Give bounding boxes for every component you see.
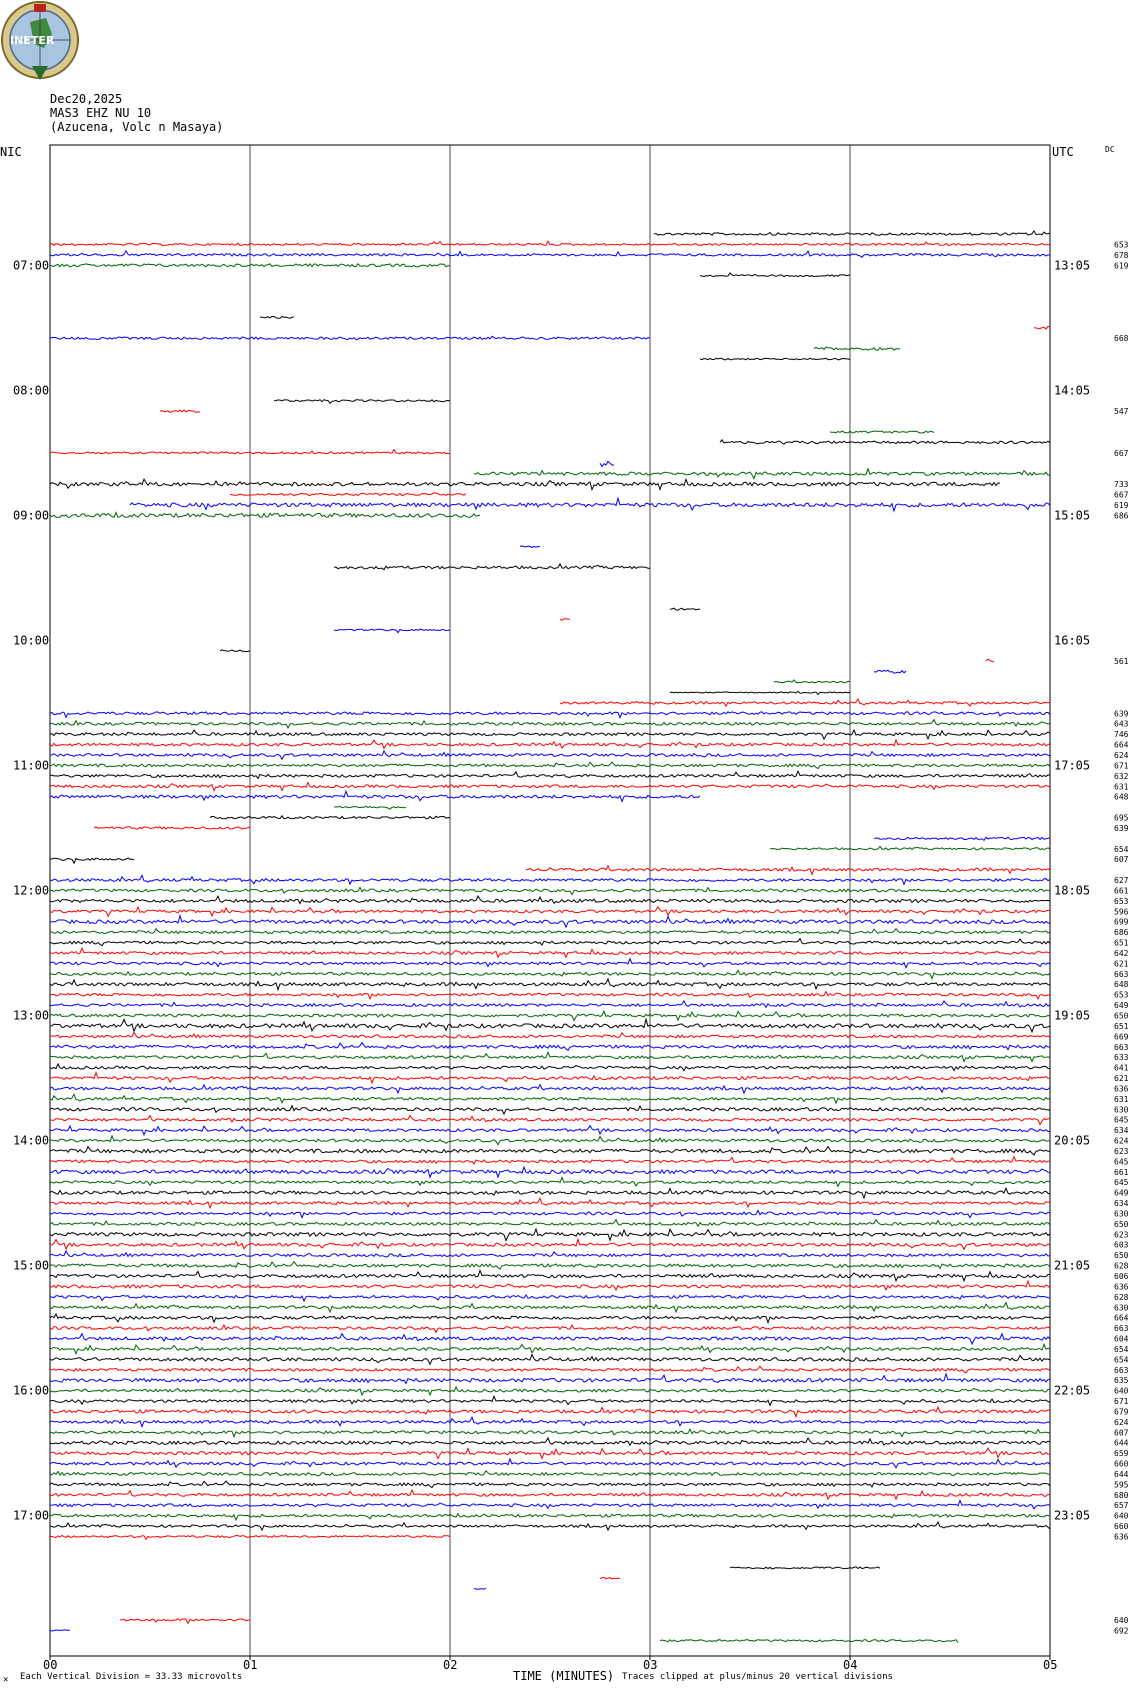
seismic-trace bbox=[50, 1417, 1050, 1426]
seismic-trace bbox=[50, 959, 1050, 968]
dc-value: 619 bbox=[1114, 261, 1129, 271]
utc-hour-label: 14:05 bbox=[1054, 383, 1091, 398]
seismic-trace bbox=[670, 608, 700, 610]
dc-value: 671 bbox=[1114, 1397, 1129, 1407]
dc-value: 623 bbox=[1114, 1146, 1129, 1156]
dc-value: 641 bbox=[1114, 1063, 1129, 1073]
dc-value: 607 bbox=[1114, 1428, 1129, 1438]
seismic-trace bbox=[50, 771, 1050, 778]
seismic-trace bbox=[50, 979, 1050, 990]
dc-value: 653 bbox=[1114, 240, 1129, 250]
dc-value: 645 bbox=[1114, 1115, 1129, 1125]
seismic-trace bbox=[50, 1085, 1050, 1094]
seismic-trace bbox=[50, 1094, 1050, 1103]
seismic-trace bbox=[50, 1281, 1050, 1290]
nic-hour-label: 14:00 bbox=[13, 1133, 50, 1148]
seismic-trace bbox=[50, 939, 1050, 946]
seismic-trace bbox=[50, 1032, 1050, 1038]
dc-value: 607 bbox=[1114, 855, 1129, 865]
footer-clip: Traces clipped at plus/minus 20 vertical divisions bbox=[622, 1672, 893, 1682]
seismic-trace bbox=[50, 1630, 70, 1631]
seismic-trace bbox=[50, 1314, 1050, 1323]
dc-value: 631 bbox=[1114, 1094, 1129, 1104]
dc-value: 627 bbox=[1114, 876, 1129, 886]
dc-value: 663 bbox=[1114, 969, 1129, 979]
dc-value: 667 bbox=[1114, 448, 1129, 458]
utc-hour-label: 19:05 bbox=[1054, 1008, 1091, 1023]
dc-value: 561 bbox=[1114, 657, 1129, 667]
seismic-trace bbox=[50, 1490, 1050, 1499]
seismic-trace bbox=[526, 866, 1050, 875]
nic-hour-label: 08:00 bbox=[13, 383, 50, 398]
channel-label: MAS3 EHZ NU 10 bbox=[50, 106, 152, 120]
seismic-trace bbox=[50, 1198, 1050, 1207]
x-tick-label: 04 bbox=[843, 1658, 858, 1672]
seismic-trace bbox=[50, 1136, 1050, 1145]
nic-hour-label: 11:00 bbox=[13, 758, 50, 773]
seismic-trace bbox=[50, 1344, 1050, 1353]
seismic-trace bbox=[814, 347, 900, 350]
seismic-trace bbox=[50, 1271, 1050, 1281]
seismic-trace bbox=[274, 400, 450, 404]
seismic-trace bbox=[50, 1459, 1050, 1468]
dc-value: 651 bbox=[1114, 938, 1129, 948]
seismic-trace bbox=[560, 699, 1050, 706]
utc-time-labels bbox=[1054, 258, 1090, 1522]
seismic-trace bbox=[50, 740, 1050, 749]
dc-value: 639 bbox=[1114, 709, 1129, 719]
seismic-trace bbox=[50, 1407, 1050, 1417]
seismic-trace bbox=[50, 858, 134, 863]
dc-value: 623 bbox=[1114, 1230, 1129, 1240]
utc-hour-label: 20:05 bbox=[1054, 1133, 1091, 1148]
seismic-trace bbox=[50, 1366, 1050, 1373]
seismic-trace bbox=[50, 1229, 1050, 1241]
seismic-trace bbox=[50, 1438, 1050, 1445]
utc-hour-label: 22:05 bbox=[1054, 1383, 1091, 1398]
dc-value: 654 bbox=[1114, 1344, 1129, 1354]
dc-value: 663 bbox=[1114, 1042, 1129, 1052]
seismic-trace bbox=[210, 816, 450, 819]
dc-value: 661 bbox=[1114, 886, 1129, 896]
nic-label: NIC bbox=[0, 145, 22, 159]
seismic-trace bbox=[50, 751, 1050, 759]
seismic-trace bbox=[50, 1471, 1050, 1476]
seismic-trace bbox=[50, 1210, 1050, 1217]
seismic-trace bbox=[50, 1106, 1050, 1114]
dc-value: 651 bbox=[1114, 1021, 1129, 1031]
seismic-trace bbox=[50, 875, 1050, 884]
seismic-trace bbox=[50, 479, 1000, 490]
utc-hour-label: 17:05 bbox=[1054, 758, 1091, 773]
seismic-trace bbox=[50, 1001, 1050, 1007]
seismic-trace bbox=[1034, 326, 1050, 329]
seismic-trace bbox=[50, 241, 1050, 245]
dc-value: 630 bbox=[1114, 1209, 1129, 1219]
seismic-trace bbox=[50, 791, 700, 801]
seismic-trace bbox=[160, 410, 200, 412]
dc-value: 654 bbox=[1114, 844, 1129, 854]
utc-label: UTC bbox=[1052, 145, 1074, 159]
seismic-trace bbox=[50, 907, 1050, 916]
x-tick-label: 05 bbox=[1043, 1658, 1058, 1672]
seismic-trace bbox=[730, 1567, 880, 1569]
seismic-trace bbox=[50, 336, 650, 339]
x-axis-label: TIME (MINUTES) bbox=[513, 1669, 615, 1683]
dc-value: 640 bbox=[1114, 1615, 1129, 1625]
footer-mark-icon: ✕ bbox=[3, 1675, 9, 1685]
dc-value: 649 bbox=[1114, 1188, 1129, 1198]
dc-value: 634 bbox=[1114, 1199, 1129, 1209]
seismic-trace bbox=[334, 564, 650, 570]
dc-value: 692 bbox=[1114, 1626, 1129, 1636]
seismic-trace bbox=[94, 827, 250, 829]
seismic-trace bbox=[50, 887, 1050, 894]
seismic-trace bbox=[50, 1262, 1050, 1270]
seismic-trace bbox=[830, 431, 934, 433]
dc-value: 733 bbox=[1114, 480, 1129, 490]
dc-value: 630 bbox=[1114, 1303, 1129, 1313]
seismic-trace bbox=[50, 948, 1050, 957]
seismic-trace bbox=[50, 1220, 1050, 1227]
seismic-trace bbox=[50, 1167, 1050, 1177]
logo-text: INETER bbox=[10, 34, 55, 47]
seismic-trace bbox=[260, 316, 294, 318]
dc-header: DC bbox=[1105, 145, 1115, 154]
seismic-trace bbox=[720, 440, 1050, 444]
dc-value: 650 bbox=[1114, 1011, 1129, 1021]
seismic-trace bbox=[50, 1043, 1050, 1051]
seismic-trace bbox=[654, 231, 1050, 235]
seismic-trace bbox=[50, 1251, 1050, 1257]
seismic-trace bbox=[334, 806, 406, 809]
dc-value: 664 bbox=[1114, 1313, 1129, 1323]
dc-value: 648 bbox=[1114, 980, 1129, 990]
dc-value: 661 bbox=[1114, 1167, 1129, 1177]
x-tick-label: 01 bbox=[243, 1658, 258, 1672]
dc-value: 663 bbox=[1114, 1324, 1129, 1334]
dc-value: 619 bbox=[1114, 500, 1129, 510]
dc-value: 644 bbox=[1114, 1469, 1129, 1479]
seismic-trace bbox=[700, 358, 850, 360]
seismic-trace bbox=[50, 1052, 1050, 1061]
dc-value: 660 bbox=[1114, 1459, 1129, 1469]
dc-value: 631 bbox=[1114, 782, 1129, 792]
dc-value: 621 bbox=[1114, 959, 1129, 969]
seismic-trace bbox=[50, 762, 1050, 769]
seismic-trace bbox=[50, 970, 1050, 978]
seismic-trace bbox=[130, 498, 1050, 511]
seismic-trace bbox=[50, 1188, 1050, 1198]
seismic-trace bbox=[50, 916, 1050, 927]
dc-value: 624 bbox=[1114, 1136, 1129, 1146]
dc-value: 547 bbox=[1114, 407, 1129, 417]
seismic-trace bbox=[874, 670, 906, 673]
seismic-trace bbox=[520, 546, 540, 548]
dc-value: 635 bbox=[1114, 1376, 1129, 1386]
dc-value: 644 bbox=[1114, 1438, 1129, 1448]
dc-value: 680 bbox=[1114, 1490, 1129, 1500]
seismic-trace bbox=[660, 1640, 958, 1643]
seismic-trace bbox=[50, 1126, 1050, 1135]
dc-value: 650 bbox=[1114, 1251, 1129, 1261]
dc-value: 650 bbox=[1114, 1219, 1129, 1229]
seismic-trace bbox=[120, 1619, 250, 1624]
seismic-trace bbox=[50, 896, 1050, 903]
dc-value: 659 bbox=[1114, 1449, 1129, 1459]
seismic-trace bbox=[50, 929, 1050, 934]
seismic-trace bbox=[50, 730, 1050, 739]
dc-offset-labels bbox=[1114, 240, 1129, 1635]
dc-value: 632 bbox=[1114, 771, 1129, 781]
seismic-trace bbox=[50, 712, 1050, 718]
seismic-trace bbox=[50, 1303, 1050, 1312]
dc-value: 695 bbox=[1114, 813, 1129, 823]
dc-value: 604 bbox=[1114, 1334, 1129, 1344]
seismic-trace bbox=[670, 691, 850, 694]
dc-value: 686 bbox=[1114, 511, 1129, 521]
dc-value: 624 bbox=[1114, 751, 1129, 760]
seismic-trace bbox=[50, 1514, 1050, 1520]
dc-value: 699 bbox=[1114, 917, 1129, 927]
dc-value: 678 bbox=[1114, 250, 1129, 260]
dc-value: 686 bbox=[1114, 928, 1129, 938]
seismic-trace bbox=[50, 1522, 1050, 1530]
footer-scale: Each Vertical Division = 33.33 microvolts bbox=[20, 1672, 243, 1682]
seismic-trace bbox=[50, 1396, 1050, 1405]
dc-value: 668 bbox=[1114, 334, 1129, 344]
seismic-trace bbox=[50, 1429, 1050, 1436]
dc-value: 633 bbox=[1114, 1053, 1129, 1063]
nic-hour-label: 16:00 bbox=[13, 1383, 50, 1398]
seismic-trace bbox=[50, 513, 480, 518]
utc-hour-label: 21:05 bbox=[1054, 1258, 1091, 1273]
utc-hour-label: 13:05 bbox=[1054, 258, 1091, 273]
seismic-trace bbox=[50, 992, 1050, 999]
seismic-trace bbox=[774, 680, 850, 683]
dc-value: 653 bbox=[1114, 990, 1129, 1000]
seismic-trace bbox=[50, 1374, 1050, 1384]
utc-hour-label: 15:05 bbox=[1054, 508, 1091, 523]
date-label: Dec20,2025 bbox=[50, 92, 123, 106]
seismic-trace bbox=[50, 1448, 1050, 1459]
seismic-trace bbox=[50, 1073, 1050, 1083]
dc-value: 596 bbox=[1114, 907, 1129, 917]
dc-value: 660 bbox=[1114, 1522, 1129, 1532]
seismic-trace bbox=[334, 629, 450, 632]
location-label: (Azucena, Volc n Masaya) bbox=[50, 120, 224, 134]
utc-hour-label: 16:05 bbox=[1054, 633, 1091, 648]
seismic-trace bbox=[50, 1157, 1050, 1164]
nic-hour-label: 15:00 bbox=[13, 1258, 50, 1273]
dc-value: 671 bbox=[1114, 761, 1129, 771]
dc-value: 679 bbox=[1114, 1407, 1129, 1417]
seismic-trace bbox=[50, 1334, 1050, 1344]
dc-value: 634 bbox=[1114, 1126, 1129, 1136]
seismic-trace bbox=[50, 1355, 1050, 1365]
dc-value: 640 bbox=[1114, 1386, 1129, 1396]
dc-value: 628 bbox=[1114, 1292, 1129, 1302]
seismic-trace bbox=[50, 1295, 1050, 1301]
seismic-trace bbox=[600, 461, 614, 466]
dc-value: 664 bbox=[1114, 740, 1129, 750]
dc-value: 595 bbox=[1114, 1480, 1129, 1490]
dc-value: 653 bbox=[1114, 896, 1129, 906]
dc-value: 636 bbox=[1114, 1084, 1129, 1094]
dc-value: 657 bbox=[1114, 1501, 1129, 1511]
seismic-trace bbox=[50, 1325, 1050, 1332]
nic-hour-label: 12:00 bbox=[13, 883, 50, 898]
seismic-trace bbox=[50, 1011, 1050, 1020]
seismic-trace bbox=[50, 720, 1050, 729]
dc-value: 636 bbox=[1114, 1282, 1129, 1292]
seismic-trace bbox=[50, 1019, 1050, 1032]
dc-value: 621 bbox=[1114, 1074, 1129, 1084]
seismic-trace bbox=[474, 469, 1050, 479]
seismic-trace bbox=[474, 1588, 486, 1589]
dc-value: 636 bbox=[1114, 1532, 1129, 1542]
dc-value: 648 bbox=[1114, 792, 1129, 802]
seismic-trace bbox=[560, 619, 570, 621]
seismic-trace bbox=[50, 1147, 1050, 1156]
dc-value: 654 bbox=[1114, 1355, 1129, 1365]
dc-value: 663 bbox=[1114, 1365, 1129, 1375]
dc-value: 645 bbox=[1114, 1178, 1129, 1188]
utc-hour-label: 23:05 bbox=[1054, 1508, 1091, 1523]
nic-hour-label: 09:00 bbox=[13, 508, 50, 523]
dc-value: 642 bbox=[1114, 948, 1129, 958]
x-tick-label: 02 bbox=[443, 1658, 458, 1672]
seismic-trace bbox=[600, 1577, 620, 1578]
x-tick-label: 03 bbox=[643, 1658, 658, 1672]
nic-hour-label: 13:00 bbox=[13, 1008, 50, 1023]
x-tick-label: 00 bbox=[43, 1658, 58, 1672]
dc-value: 645 bbox=[1114, 1157, 1129, 1167]
dc-value: 640 bbox=[1114, 1511, 1129, 1521]
seismic-trace bbox=[230, 493, 466, 496]
seismic-trace bbox=[50, 251, 1050, 257]
dc-value: 603 bbox=[1114, 1240, 1129, 1250]
dc-value: 606 bbox=[1114, 1272, 1129, 1281]
dc-value: 746 bbox=[1114, 730, 1129, 740]
nic-hour-label: 10:00 bbox=[13, 633, 50, 648]
trace-group bbox=[50, 231, 1050, 1643]
seismic-trace bbox=[986, 659, 994, 662]
seismic-trace bbox=[50, 1178, 1050, 1187]
seismic-trace bbox=[50, 783, 1050, 791]
dc-value: 628 bbox=[1114, 1261, 1129, 1271]
seismic-trace bbox=[50, 1239, 1050, 1249]
seismic-trace bbox=[220, 650, 250, 652]
nic-time-labels bbox=[13, 258, 49, 1522]
dc-value: 624 bbox=[1114, 1417, 1129, 1427]
dc-value: 667 bbox=[1114, 490, 1129, 500]
seismic-trace bbox=[50, 1116, 1050, 1125]
dc-value: 643 bbox=[1114, 719, 1129, 729]
dc-value: 639 bbox=[1114, 823, 1129, 833]
utc-hour-label: 18:05 bbox=[1054, 883, 1091, 898]
nic-hour-label: 17:00 bbox=[13, 1508, 50, 1523]
nic-hour-label: 07:00 bbox=[13, 258, 50, 273]
seismic-trace bbox=[874, 837, 1050, 840]
seismic-trace bbox=[700, 273, 850, 277]
dc-value: 630 bbox=[1114, 1105, 1129, 1115]
seismic-trace bbox=[50, 1501, 1050, 1509]
dc-value: 669 bbox=[1114, 1032, 1129, 1042]
seismic-trace bbox=[50, 1064, 1050, 1071]
seismic-trace bbox=[50, 1387, 1050, 1395]
dc-value: 649 bbox=[1114, 1001, 1129, 1011]
seismic-trace bbox=[770, 846, 1050, 850]
seismic-trace bbox=[50, 1481, 1050, 1488]
